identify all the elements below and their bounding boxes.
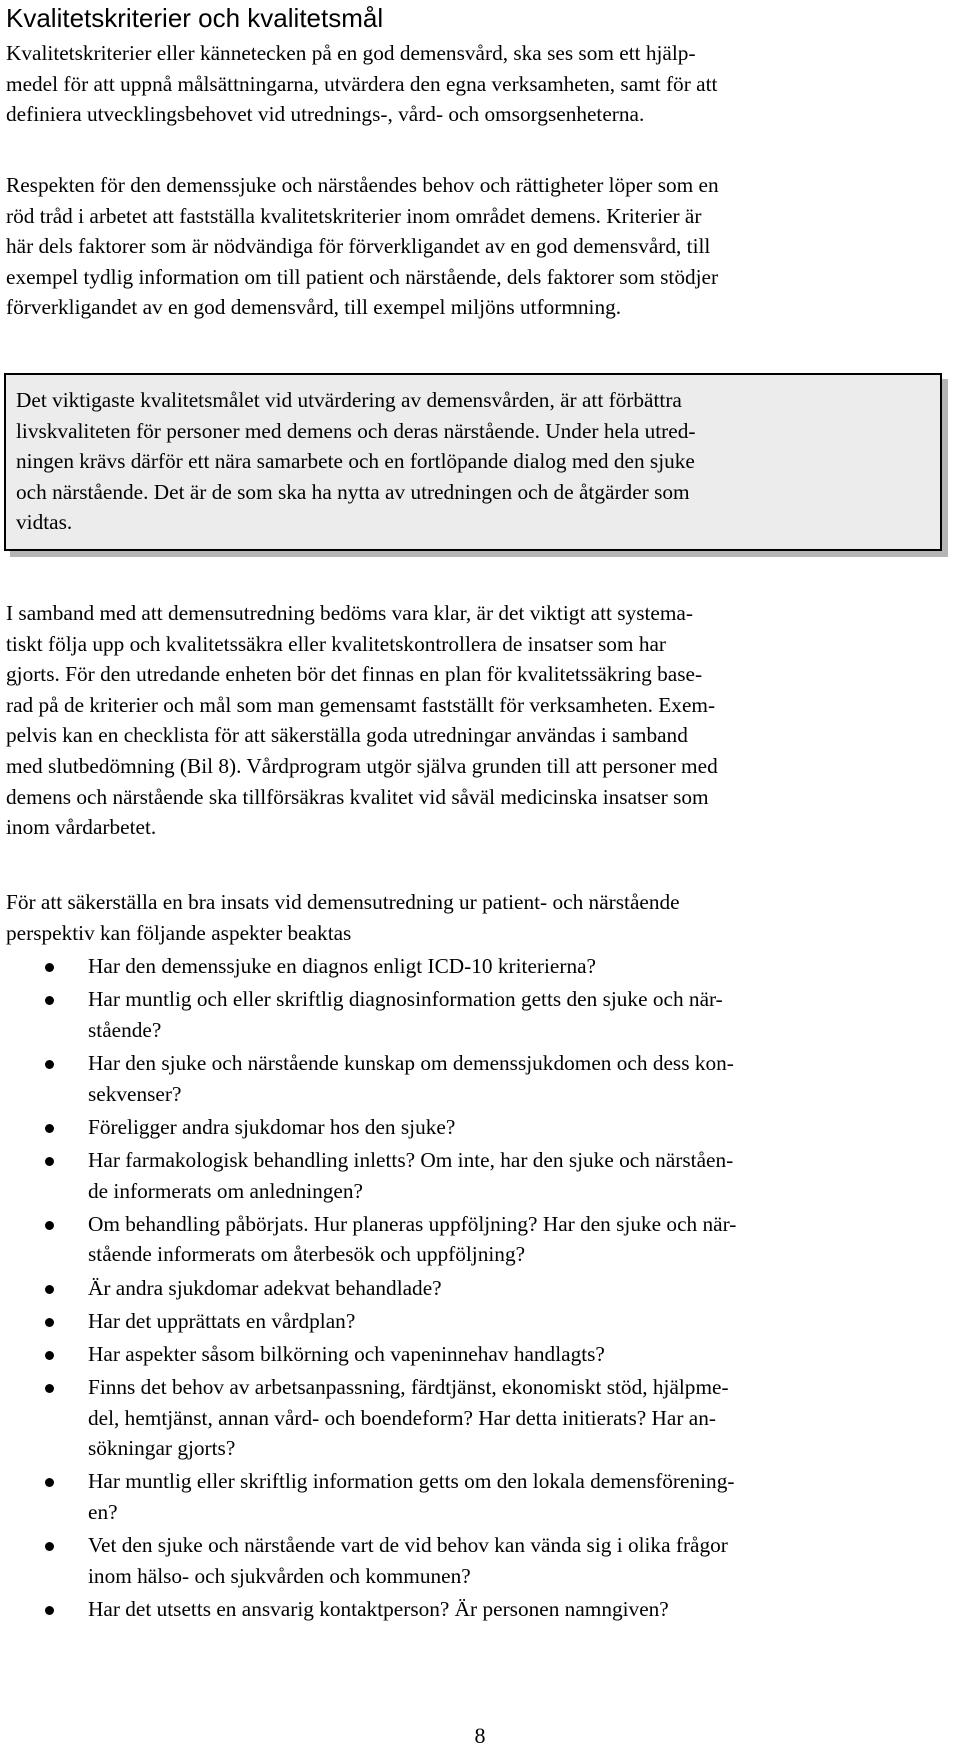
text-line: livskvaliteten för personer med demens och deras närstående. Under hela utred-: [16, 418, 696, 443]
text-line: demens och närstående ska tillförsäkras kvalitet vid såväl medicinska insatser som: [6, 784, 709, 809]
text-line: vidtas.: [16, 510, 73, 535]
bullet-item: [0, 1339, 960, 1370]
follow-up-paragraph: [6, 598, 946, 843]
aspects-bullet-list: [0, 951, 960, 1627]
bullet-item: [0, 984, 960, 1045]
bullet-dot-icon: [45, 963, 54, 972]
bullet-text-line: del, hemtjänst, annan vård- och boendeform? Har detta initierats? Har an-: [88, 1405, 716, 1430]
bullet-item: [0, 1048, 960, 1109]
bullet-text-line: Har aspekter såsom bilkörning och vapeninnehav handlagts?: [88, 1341, 605, 1366]
text-line: medel för att uppnå målsättningarna, utvärdera den egna verksamheten, samt för att: [6, 71, 718, 96]
bullet-item: [0, 1112, 960, 1143]
bullet-dot-icon: [45, 1285, 54, 1294]
bullet-text-line: Har muntlig eller skriftlig information getts om den lokala demensförening-: [88, 1469, 735, 1494]
intro-paragraph: [6, 38, 946, 130]
bullet-dot-icon: [45, 1384, 54, 1393]
bullet-text-line: inom hälso- och sjukvården och kommunen?: [88, 1563, 471, 1588]
bullet-text-line: stående?: [88, 1017, 162, 1042]
aspects-intro-paragraph: [6, 887, 946, 948]
text-line: Kvalitetskriterier eller kännetecken på en god demensvård, ska ses som ett hjälp-: [6, 41, 696, 65]
text-line: gjorts. För den utredande enheten bör det finnas en plan för kvalitetssäkring base-: [6, 662, 703, 687]
text-line: rad på de kriterier och mål som man gemensamt fastställt för verksamheten. Exem-: [6, 692, 716, 717]
bullet-item: [0, 1372, 960, 1464]
text-line: ningen krävs därför ett nära samarbete och en fortlöpande dialog med den sjuke: [16, 449, 695, 474]
bullet-item: [0, 1530, 960, 1591]
bullet-text-line: Har muntlig och eller skriftlig diagnosinformation getts den sjuke och när-: [88, 987, 723, 1012]
text-line: perspektiv kan följande aspekter beaktas: [6, 920, 352, 945]
bullet-text-line: stående informerats om återbesök och uppföljning?: [88, 1242, 526, 1267]
bullet-item: [0, 1209, 960, 1270]
bullet-dot-icon: [45, 1542, 54, 1551]
text-line: med slutbedömning (Bil 8). Vårdprogram utgör själva grunden till att personer med: [6, 753, 718, 778]
text-line: inom vårdarbetet.: [6, 815, 157, 840]
bullet-item: [0, 1273, 960, 1304]
section-heading: Kvalitetskriterier och kvalitetsmål: [6, 3, 384, 33]
bullet-text-line: Om behandling påbörjats. Hur planeras uppföljning? Har den sjuke och när-: [88, 1211, 737, 1236]
bullet-text-line: Vet den sjuke och närstående vart de vid behov kan vända sig i olika frågor: [88, 1533, 728, 1558]
text-line: röd tråd i arbetet att fastställa kvalitetskriterier inom området demens. Kriterier är: [6, 203, 702, 228]
bullet-dot-icon: [45, 996, 54, 1005]
bullet-item: [0, 1594, 960, 1625]
page-number: 8: [474, 1723, 486, 1748]
bullet-text-line: Föreligger andra sjukdomar hos den sjuke?: [88, 1114, 456, 1139]
bullet-text-line: en?: [88, 1500, 118, 1525]
bullet-dot-icon: [45, 1124, 54, 1133]
bullet-text-line: Har farmakologisk behandling inletts? Om inte, har den sjuke och närståen-: [88, 1147, 734, 1172]
bullet-text-line: Finns det behov av arbetsanpassning, färdtjänst, ekonomiskt stöd, hjälpme-: [88, 1375, 729, 1400]
text-line: exempel tydlig information om till patient och närstående, dels faktorer som stödjer: [6, 264, 719, 289]
text-line: Respekten för den demenssjuke och närståendes behov och rättigheter löper som en: [6, 173, 719, 197]
bullet-dot-icon: [45, 1478, 54, 1487]
text-line: För att säkerställa en bra insats vid demensutredning ur patient- och närstående: [6, 890, 680, 914]
highlight-box: [4, 373, 942, 551]
bullet-dot-icon: [45, 1351, 54, 1360]
bullet-text-line: Har den sjuke och närstående kunskap om demenssjukdomen och dess kon-: [88, 1050, 734, 1075]
bullet-dot-icon: [45, 1157, 54, 1166]
text-line: pelvis kan en checklista för att säkerställa goda utredningar användas i samband: [6, 723, 688, 748]
bullet-item: [0, 1306, 960, 1337]
bullet-dot-icon: [45, 1060, 54, 1069]
text-line: och närstående. Det är de som ska ha nytta av utredningen och de åtgärder som: [16, 479, 690, 504]
text-line: förverkligandet av en god demensvård, till exempel miljöns utformning.: [6, 295, 622, 320]
bullet-item: [0, 951, 960, 982]
bullet-dot-icon: [45, 1318, 54, 1327]
bullet-item: [0, 1145, 960, 1206]
bullet-text-line: Har den demenssjuke en diagnos enligt ICD-10 kriterierna?: [88, 954, 597, 978]
bullet-text-line: Har det upprättats en vårdplan?: [88, 1308, 356, 1333]
text-line: här dels faktorer som är nödvändiga för förverkligandet av en god demensvård, till: [6, 234, 711, 259]
text-line: I samband med att demensutredning bedöms vara klar, är det viktigt att systema-: [6, 601, 693, 625]
bullet-item: [0, 1466, 960, 1527]
bullet-text-line: sökningar gjorts?: [88, 1436, 236, 1461]
bullet-dot-icon: [45, 1221, 54, 1230]
quality-goal-paragraph: [6, 385, 956, 538]
bullet-text-line: Har det utsetts en ansvarig kontaktperson? Är personen namngiven?: [88, 1597, 669, 1621]
respect-paragraph: [6, 170, 946, 323]
bullet-text-line: Är andra sjukdomar adekvat behandlade?: [88, 1275, 442, 1300]
bullet-dot-icon: [45, 1606, 54, 1615]
text-line: definiera utvecklingsbehovet vid utrednings-, vård- och omsorgsenheterna.: [6, 102, 645, 127]
text-line: Det viktigaste kvalitetsmålet vid utvärdering av demensvården, är att förbättra: [16, 388, 682, 412]
bullet-text-line: sekvenser?: [88, 1081, 182, 1106]
text-line: tiskt följa upp och kvalitetssäkra eller kvalitetskontrollera de insatser som har: [6, 631, 667, 656]
bullet-text-line: de informerats om anledningen?: [88, 1178, 363, 1203]
